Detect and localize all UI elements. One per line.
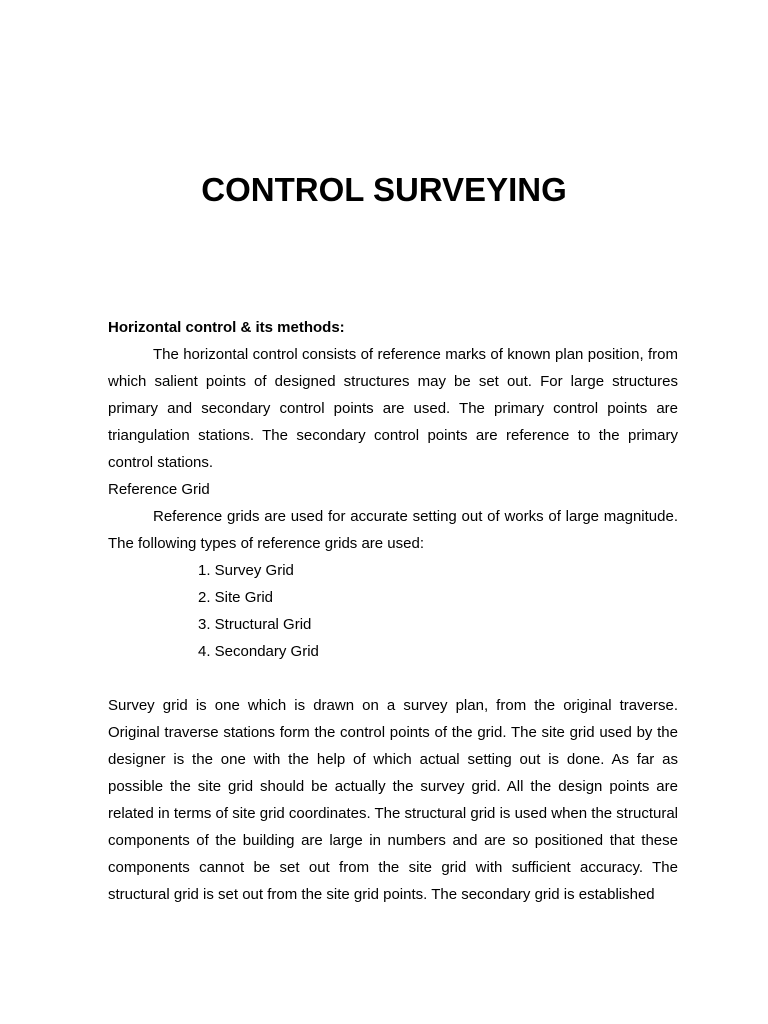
grid-types-list: [108, 557, 678, 665]
list-item: 4. Secondary Grid: [198, 643, 319, 660]
subheading-reference-grid: Reference Grid: [108, 481, 210, 498]
list-item: 3. Structural Grid: [198, 616, 312, 633]
page-title: CONTROL SURVEYING: [201, 171, 567, 208]
document-body: [108, 314, 678, 908]
list-item: 2. Site Grid: [198, 589, 274, 606]
paragraph-spacer: [108, 665, 678, 692]
paragraph-reference-grid: Reference grids are used for accurate setting out of works of large magnitude. The following types of reference grids are used:: [108, 508, 678, 552]
paragraph-horizontal-control: The horizontal control consists of reference marks of known plan position, from which salient points of designed structures may be set out. For large structures primary and secondary control points are used. The primary control points are triangulation stations. The secondary control points are reference to the primary control stations.: [108, 346, 678, 471]
section-heading: Horizontal control & its methods:: [108, 319, 345, 336]
paragraph-survey-grid: Survey grid is one which is drawn on a survey plan, from the original traverse. Original traverse stations form the control points of the grid. The site grid used by the designer is the one with the help of which actual setting out is done. As far as possible the site grid should be actually the survey grid. All the design points are related in terms of site grid coordinates. The structural grid is used when the structural components of the building are large in numbers and are so positioned that these components cannot be set out from the site grid with sufficient accuracy. The structural grid is set out from the site grid points. The secondary grid is established: [108, 697, 678, 903]
list-item: 1. Survey Grid: [198, 562, 294, 579]
